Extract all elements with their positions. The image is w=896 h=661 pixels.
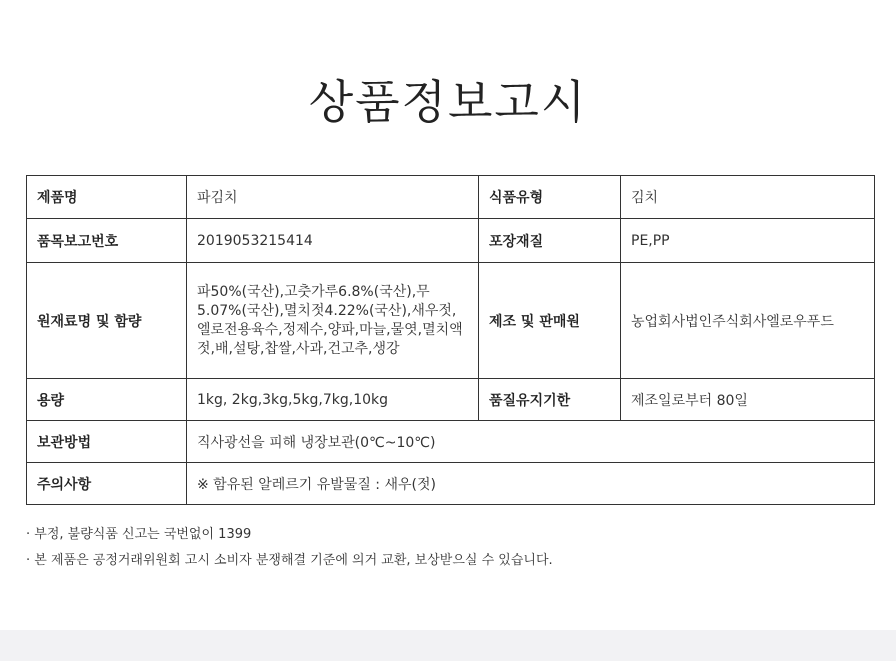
- shelf-life-value: 제조일로부터 80일: [621, 379, 875, 421]
- capacity-label: 용량: [27, 379, 187, 421]
- footer-bar: [0, 630, 896, 661]
- table-row: [27, 263, 875, 379]
- capacity-value: 1kg, 2kg,3kg,5kg,7kg,10kg: [187, 379, 479, 421]
- table-row: [27, 463, 875, 505]
- storage-label: 보관방법: [27, 421, 187, 463]
- packaging-value: PE,PP: [621, 219, 875, 263]
- product-name-value: 파김치: [187, 176, 479, 219]
- table-row: [27, 219, 875, 263]
- table-row: [27, 379, 875, 421]
- shelf-life-label: 품질유지기한: [479, 379, 621, 421]
- report-number-label: 품목보고번호: [27, 219, 187, 263]
- product-name-label: 제품명: [27, 176, 187, 219]
- ingredients-label: 원재료명 및 함량: [27, 263, 187, 379]
- manufacturer-value: 농업회사법인주식회사엘로우푸드: [621, 263, 875, 379]
- notes: [26, 522, 553, 574]
- page-title: 상품정보고시: [308, 75, 588, 129]
- food-type-value: 김치: [621, 176, 875, 219]
- note-exchange: · 본 제품은 공정거래위원회 고시 소비자 분쟁해결 기준에 의거 교환, 보상받으실 수 있습니다.: [26, 553, 553, 568]
- food-type-label: 식품유형: [479, 176, 621, 219]
- note-report: · 부정, 불량식품 신고는 국번없이 1399: [26, 527, 252, 542]
- storage-value: 직사광선을 피해 냉장보관(0℃~10℃): [187, 421, 875, 463]
- packaging-label: 포장재질: [479, 219, 621, 263]
- manufacturer-label: 제조 및 판매원: [479, 263, 621, 379]
- product-info-table: [26, 175, 875, 505]
- table-row: [27, 176, 875, 219]
- report-number-value: 2019053215414: [187, 219, 479, 263]
- ingredients-value: 파50%(국산),고춧가루6.8%(국산),무5.07%(국산),멸치젓4.22%(국산),새우젓,엘로전용육수,정제수,양파,마늘,물엿,멸치액젓,배,설탕,찹쌀,사과,건고추,생강: [187, 263, 479, 379]
- caution-label: 주의사항: [27, 463, 187, 505]
- table-row: [27, 421, 875, 463]
- caution-value: ※ 함유된 알레르기 유발물질 : 새우(젓): [187, 463, 875, 505]
